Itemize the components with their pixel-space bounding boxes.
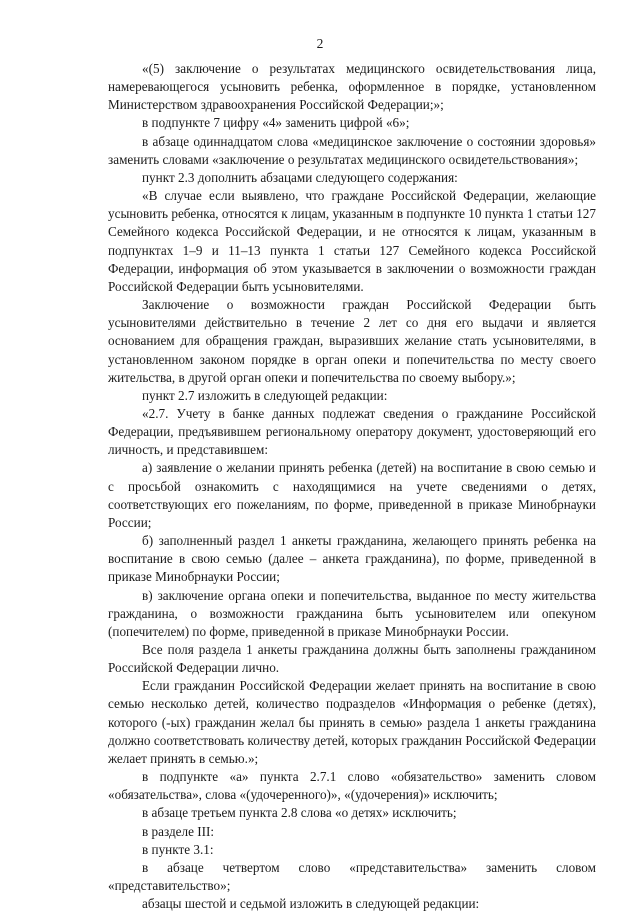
paragraph: в пункте 3.1: xyxy=(142,841,214,857)
paragraph: пункт 2.3 дополнить абзацами следующего содержания: xyxy=(142,169,458,185)
paragraph: Если гражданин Российской Федерации желает принять на воспитание в свою семью несколько детей, количество подразделов «Информация о ребенке (детях), которого (-ых) гражданин желал бы принять в семью» раздела 1 анкеты гражданина должно соответствовать количеству детей, которых гражданин Российской Федерации желает принять в семью.»; xyxy=(108,678,596,766)
paragraph: в подпункте «а» пункта 2.7.1 слово «обязательство» заменить словом «обязательства», слова «(удочеренного)», «(удочерения)» исключить; xyxy=(108,769,596,803)
paragraph: пункт 2.7 изложить в следующей редакции: xyxy=(142,387,388,403)
page-number: 2 xyxy=(316,36,324,51)
paragraph: «В случае если выявлено, что граждане Российской Федерации, желающие усыновить ребенка, относятся к лицам, указанным в подпункте 10 пункта 1 статьи 127 Семейного кодекса Российской Федерации, и не относятся к лицам, указанным в подпунктах 1–9 и 11–13 пункта 1 статьи 127 Семейного кодекса Российской Федерации, информация об этом указывается в заключении о возможности граждан Российской Федерации быть усыновителями. xyxy=(108,188,596,294)
paragraph: Все поля раздела 1 анкеты гражданина должны быть заполнены гражданином Российской Федерации лично. xyxy=(108,642,596,676)
paragraph: Заключение о возможности граждан Российской Федерации быть усыновителями действительно в течение 2 лет со дня его выдачи и является основанием для обращения граждан, выразивших желание стать усыновителями, в установленном законом порядке в орган опеки и попечительства по месту своего жительства, в другой орган опеки и попечительства по своему выбору.»; xyxy=(108,297,596,385)
paragraph: в разделе III: xyxy=(142,823,215,839)
paragraph: в абзаце одиннадцатом слова «медицинское заключение о состоянии здоровья» заменить словами «заключение о результатах медицинского освидетельствования»; xyxy=(108,133,596,167)
paragraph: в абзаце третьем пункта 2.8 слова «о детях» исключить; xyxy=(142,805,457,821)
paragraph: в) заключение органа опеки и попечительства, выданное по месту жительства гражданина, о возможности гражданина быть усыновителем или опекуном (попечителем) по форме, приведенной в приказе Минобрнауки России. xyxy=(108,587,596,639)
paragraph: а) заявление о желании принять ребенка (детей) на воспитание в свою семью и с просьбой ознакомить с находящимися на учете сведениями о детях, соответствующих его пожеланиям, по форме, приведенной в приказе Минобрнауки России; xyxy=(108,460,596,530)
paragraph: в подпункте 7 цифру «4» заменить цифрой «6»; xyxy=(142,115,410,131)
paragraph: в абзаце четвертом слово «представительства» заменить словом «представительство»; xyxy=(108,859,596,894)
document-body xyxy=(108,60,596,913)
paragraph: «2.7. Учету в банке данных подлежат сведения о гражданине Российской Федерации, предъявившем региональному оператору документ, удостоверяющий его личность, и представившем: xyxy=(108,405,596,458)
paragraph: б) заполненный раздел 1 анкеты гражданина, желающего принять ребенка на воспитание в свою семью (далее – анкета гражданина), по форме, приведенной в приказе Минобрнауки России; xyxy=(108,533,596,585)
paragraph: абзацы шестой и седьмой изложить в следующей редакции: xyxy=(142,896,480,912)
paragraph: «(5) заключение о результатах медицинского освидетельствования лица, намеревающегося усыновить ребенка, оформленное в порядке, установленном Министерством здравоохранения Российской Федерации;»; xyxy=(108,61,596,113)
